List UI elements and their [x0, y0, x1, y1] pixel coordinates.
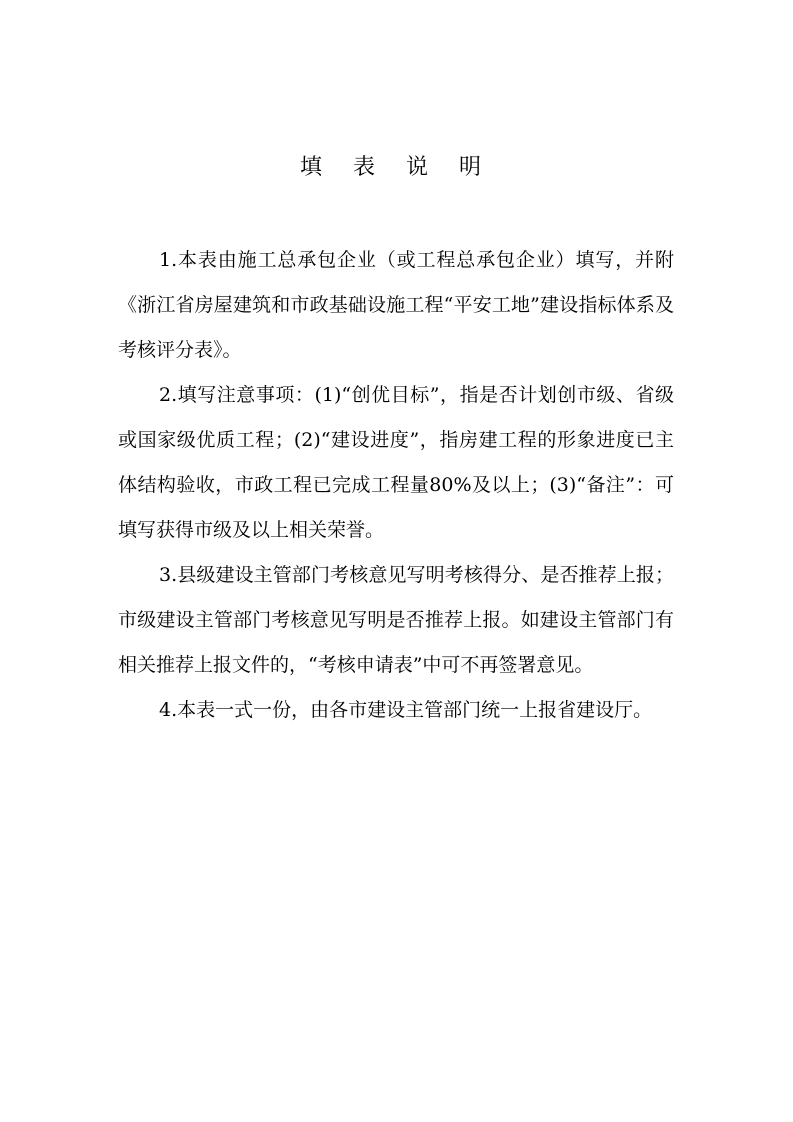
- instruction-paragraph-2: 2.填写注意事项：(1)“创优目标”，指是否计划创市级、省级或国家级优质工程；(2)“建设进度”，指房建工程的形象进度已主体结构验收，市政工程已完成工程量80%及以上；(3)“备注”：可填写获得市级及以上相关荣誉。: [118, 384, 674, 541]
- instruction-paragraph-1: 1.本表由施工总承包企业（或工程总承包企业）填写，并附《浙江省房屋建筑和市政基础设施工程“平安工地”建设指标体系及考核评分表》。: [118, 249, 674, 361]
- document-title: 填 表 说 明: [300, 155, 493, 180]
- instruction-paragraph-3: 3.县级建设主管部门考核意见写明考核得分、是否推荐上报；市级建设主管部门考核意见写明是否推荐上报。如建设主管部门有相关推荐上报文件的，“考核申请表”中可不再签署意见。: [118, 564, 674, 676]
- instructions-body: [118, 238, 674, 733]
- instruction-paragraph-4: 4.本表一式一份，由各市建设主管部门统一上报省建设厅。: [159, 699, 653, 721]
